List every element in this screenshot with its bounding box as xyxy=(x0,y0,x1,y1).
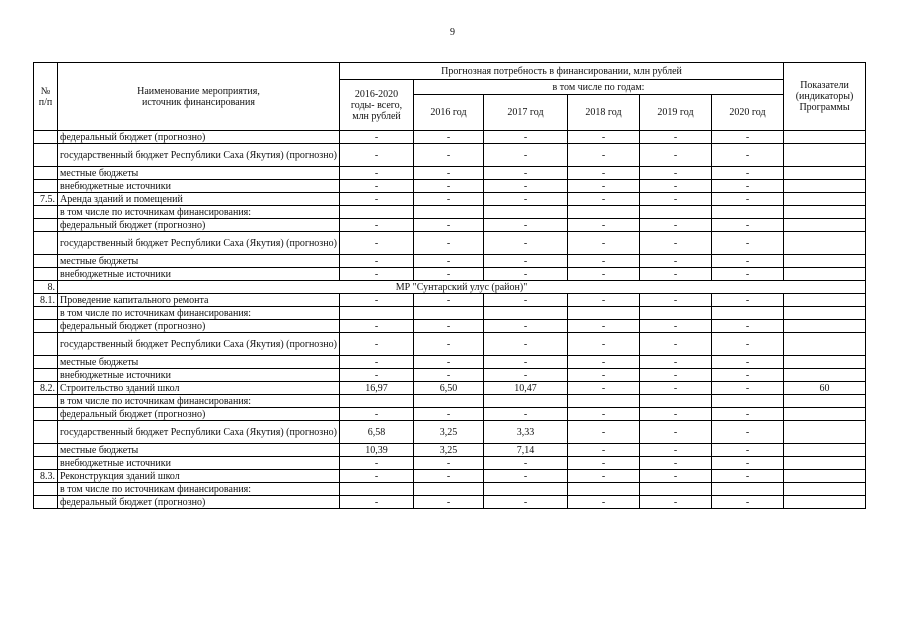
cell-2020: - xyxy=(712,167,784,180)
cell-2020: - xyxy=(712,470,784,483)
cell-indicator xyxy=(784,470,866,483)
cell-name: государственный бюджет Республики Саха (Якутия) (прогнозно) xyxy=(58,333,340,356)
cell-2020: - xyxy=(712,369,784,382)
cell-2017 xyxy=(484,307,568,320)
cell-total: - xyxy=(340,356,414,369)
header-subgroup: в том числе по годам: xyxy=(414,80,784,95)
cell-2019: - xyxy=(640,333,712,356)
cell-num xyxy=(34,444,58,457)
cell-2019: - xyxy=(640,421,712,444)
cell-2017: 3,33 xyxy=(484,421,568,444)
cell-2018: - xyxy=(568,408,640,421)
cell-2018: - xyxy=(568,167,640,180)
cell-indicator xyxy=(784,369,866,382)
cell-num xyxy=(34,180,58,193)
cell-total: 6,58 xyxy=(340,421,414,444)
table-row xyxy=(34,193,866,206)
cell-2019: - xyxy=(640,408,712,421)
table-row xyxy=(34,395,866,408)
cell-name: государственный бюджет Республики Саха (Якутия) (прогнозно) xyxy=(58,421,340,444)
cell-num xyxy=(34,421,58,444)
cell-indicator xyxy=(784,219,866,232)
cell-2018 xyxy=(568,483,640,496)
table-row xyxy=(34,206,866,219)
cell-total: - xyxy=(340,255,414,268)
cell-name: в том числе по источникам финансирования: xyxy=(58,206,340,219)
cell-num: 8.1. xyxy=(34,294,58,307)
cell-2018: - xyxy=(568,131,640,144)
cell-indicator xyxy=(784,268,866,281)
cell-2019: - xyxy=(640,457,712,470)
cell-2019 xyxy=(640,206,712,219)
cell-2016: - xyxy=(414,356,484,369)
cell-2020: - xyxy=(712,144,784,167)
cell-2016: - xyxy=(414,219,484,232)
header-year-2017: 2017 год xyxy=(484,95,568,131)
cell-2019: - xyxy=(640,167,712,180)
cell-indicator xyxy=(784,333,866,356)
table-body xyxy=(34,131,866,509)
table-row xyxy=(34,333,866,356)
cell-2020: - xyxy=(712,356,784,369)
cell-name: Проведение капитального ремонта xyxy=(58,294,340,307)
cell-2017 xyxy=(484,483,568,496)
cell-2016: - xyxy=(414,232,484,255)
header-name xyxy=(58,63,340,131)
cell-name: федеральный бюджет (прогнозно) xyxy=(58,496,340,509)
cell-total: - xyxy=(340,320,414,333)
cell-indicator xyxy=(784,131,866,144)
cell-2020: - xyxy=(712,408,784,421)
cell-name: внебюджетные источники xyxy=(58,457,340,470)
cell-2017: - xyxy=(484,232,568,255)
cell-2016: 3,25 xyxy=(414,421,484,444)
cell-name: местные бюджеты xyxy=(58,255,340,268)
cell-indicator xyxy=(784,356,866,369)
cell-total: - xyxy=(340,167,414,180)
cell-num: 8. xyxy=(34,281,58,294)
cell-indicator xyxy=(784,206,866,219)
cell-total: 10,39 xyxy=(340,444,414,457)
cell-2020: - xyxy=(712,496,784,509)
cell-2016 xyxy=(414,483,484,496)
cell-2019: - xyxy=(640,232,712,255)
cell-2018: - xyxy=(568,382,640,395)
cell-num: 8.3. xyxy=(34,470,58,483)
table-row xyxy=(34,483,866,496)
cell-indicator xyxy=(784,395,866,408)
cell-2018: - xyxy=(568,320,640,333)
cell-num xyxy=(34,320,58,333)
cell-name: внебюджетные источники xyxy=(58,268,340,281)
cell-2018 xyxy=(568,395,640,408)
header-num: № п/п xyxy=(34,63,58,131)
cell-2019: - xyxy=(640,144,712,167)
cell-name: местные бюджеты xyxy=(58,444,340,457)
cell-2018: - xyxy=(568,369,640,382)
cell-2020: - xyxy=(712,268,784,281)
cell-2019: - xyxy=(640,356,712,369)
cell-total: - xyxy=(340,144,414,167)
cell-total: - xyxy=(340,180,414,193)
cell-name: государственный бюджет Республики Саха (Якутия) (прогнозно) xyxy=(58,232,340,255)
cell-num xyxy=(34,268,58,281)
cell-total: - xyxy=(340,268,414,281)
cell-total xyxy=(340,483,414,496)
cell-num xyxy=(34,483,58,496)
section-row xyxy=(34,281,866,294)
financing-table xyxy=(33,62,866,509)
cell-num xyxy=(34,408,58,421)
cell-2017: - xyxy=(484,219,568,232)
table-row xyxy=(34,369,866,382)
cell-2018: - xyxy=(568,219,640,232)
cell-2017: - xyxy=(484,193,568,206)
cell-2016 xyxy=(414,307,484,320)
cell-num xyxy=(34,219,58,232)
cell-2019: - xyxy=(640,180,712,193)
cell-2016: - xyxy=(414,180,484,193)
cell-2019: - xyxy=(640,470,712,483)
cell-2019: - xyxy=(640,268,712,281)
cell-name: внебюджетные источники xyxy=(58,180,340,193)
table-row xyxy=(34,496,866,509)
cell-2017: - xyxy=(484,470,568,483)
table-header xyxy=(34,63,866,131)
cell-2018: - xyxy=(568,421,640,444)
cell-2016: - xyxy=(414,294,484,307)
cell-indicator xyxy=(784,307,866,320)
cell-2017: - xyxy=(484,496,568,509)
cell-2019: - xyxy=(640,496,712,509)
cell-name: в том числе по источникам финансирования: xyxy=(58,395,340,408)
cell-name: Реконструкция зданий школ xyxy=(58,470,340,483)
cell-2018: - xyxy=(568,356,640,369)
cell-2020: - xyxy=(712,255,784,268)
cell-2016: - xyxy=(414,369,484,382)
cell-2018: - xyxy=(568,470,640,483)
cell-2019: - xyxy=(640,444,712,457)
cell-2016: 3,25 xyxy=(414,444,484,457)
table-row xyxy=(34,219,866,232)
cell-indicator xyxy=(784,444,866,457)
cell-indicator xyxy=(784,167,866,180)
cell-2016: - xyxy=(414,131,484,144)
cell-name: государственный бюджет Республики Саха (Якутия) (прогнозно) xyxy=(58,144,340,167)
cell-2020: - xyxy=(712,193,784,206)
cell-num xyxy=(34,395,58,408)
table-row xyxy=(34,294,866,307)
cell-2016: - xyxy=(414,255,484,268)
cell-num: 7.5. xyxy=(34,193,58,206)
cell-2016 xyxy=(414,395,484,408)
table-row xyxy=(34,131,866,144)
table-row xyxy=(34,307,866,320)
cell-2020: - xyxy=(712,444,784,457)
cell-2018: - xyxy=(568,144,640,167)
cell-2016: - xyxy=(414,193,484,206)
cell-2017: - xyxy=(484,457,568,470)
table-row xyxy=(34,268,866,281)
cell-name: Строительство зданий школ xyxy=(58,382,340,395)
table-row xyxy=(34,232,866,255)
cell-2017: 10,47 xyxy=(484,382,568,395)
cell-2017: - xyxy=(484,255,568,268)
header-name-line-2: источник финансирования xyxy=(142,96,255,108)
cell-name: в том числе по источникам финансирования: xyxy=(58,307,340,320)
cell-2017 xyxy=(484,206,568,219)
cell-num xyxy=(34,131,58,144)
cell-2016: - xyxy=(414,408,484,421)
cell-indicator: 60 xyxy=(784,382,866,395)
cell-total: - xyxy=(340,457,414,470)
section-title: МР "Сунтарский улус (район)" xyxy=(58,281,866,294)
cell-indicator xyxy=(784,180,866,193)
cell-indicator xyxy=(784,232,866,255)
cell-num xyxy=(34,232,58,255)
cell-2016: 6,50 xyxy=(414,382,484,395)
cell-2019: - xyxy=(640,294,712,307)
cell-2020: - xyxy=(712,382,784,395)
cell-2017: - xyxy=(484,144,568,167)
cell-2020: - xyxy=(712,219,784,232)
table-row xyxy=(34,444,866,457)
table-row xyxy=(34,408,866,421)
table-row xyxy=(34,421,866,444)
cell-name: Аренда зданий и помещений xyxy=(58,193,340,206)
cell-total: - xyxy=(340,369,414,382)
table-row xyxy=(34,382,866,395)
cell-2020: - xyxy=(712,421,784,444)
cell-2020: - xyxy=(712,180,784,193)
cell-2020: - xyxy=(712,232,784,255)
cell-num xyxy=(34,496,58,509)
cell-2017: 7,14 xyxy=(484,444,568,457)
cell-2016: - xyxy=(414,470,484,483)
cell-2019: - xyxy=(640,369,712,382)
cell-2018: - xyxy=(568,333,640,356)
header-indicators: Показатели (индикаторы) Программы xyxy=(784,63,866,131)
cell-name: федеральный бюджет (прогнозно) xyxy=(58,320,340,333)
cell-2019 xyxy=(640,307,712,320)
cell-indicator xyxy=(784,457,866,470)
cell-name: федеральный бюджет (прогнозно) xyxy=(58,219,340,232)
cell-total: - xyxy=(340,193,414,206)
cell-num xyxy=(34,333,58,356)
cell-2018: - xyxy=(568,180,640,193)
cell-2020 xyxy=(712,483,784,496)
cell-2017: - xyxy=(484,320,568,333)
cell-num xyxy=(34,144,58,167)
cell-2017: - xyxy=(484,131,568,144)
cell-indicator xyxy=(784,496,866,509)
table-row xyxy=(34,320,866,333)
cell-name: федеральный бюджет (прогнозно) xyxy=(58,131,340,144)
header-year-2019: 2019 год xyxy=(640,95,712,131)
cell-num xyxy=(34,369,58,382)
cell-2020: - xyxy=(712,294,784,307)
cell-2018: - xyxy=(568,444,640,457)
cell-2016: - xyxy=(414,167,484,180)
cell-2017 xyxy=(484,395,568,408)
cell-2018: - xyxy=(568,193,640,206)
cell-2020 xyxy=(712,206,784,219)
header-group: Прогнозная потребность в финансировании, млн рублей xyxy=(340,63,784,80)
cell-2018: - xyxy=(568,268,640,281)
cell-2020: - xyxy=(712,320,784,333)
cell-total xyxy=(340,307,414,320)
cell-2019: - xyxy=(640,131,712,144)
cell-total: - xyxy=(340,131,414,144)
cell-2016: - xyxy=(414,457,484,470)
header-year-2020: 2020 год xyxy=(712,95,784,131)
cell-indicator xyxy=(784,320,866,333)
cell-2020 xyxy=(712,307,784,320)
cell-indicator xyxy=(784,408,866,421)
cell-indicator xyxy=(784,144,866,167)
cell-2019: - xyxy=(640,255,712,268)
cell-total xyxy=(340,395,414,408)
cell-name: внебюджетные источники xyxy=(58,369,340,382)
cell-2019: - xyxy=(640,219,712,232)
cell-total: - xyxy=(340,408,414,421)
cell-total: - xyxy=(340,294,414,307)
cell-total: - xyxy=(340,470,414,483)
cell-num xyxy=(34,307,58,320)
header-year-2016: 2016 год xyxy=(414,95,484,131)
cell-2019 xyxy=(640,395,712,408)
cell-2017: - xyxy=(484,369,568,382)
cell-num: 8.2. xyxy=(34,382,58,395)
cell-2017: - xyxy=(484,408,568,421)
cell-2016: - xyxy=(414,320,484,333)
cell-num xyxy=(34,255,58,268)
table-row xyxy=(34,167,866,180)
cell-2017: - xyxy=(484,180,568,193)
cell-name: местные бюджеты xyxy=(58,356,340,369)
cell-2018 xyxy=(568,206,640,219)
cell-2018 xyxy=(568,307,640,320)
cell-2017: - xyxy=(484,356,568,369)
cell-2018: - xyxy=(568,457,640,470)
cell-2018: - xyxy=(568,294,640,307)
cell-2016: - xyxy=(414,268,484,281)
cell-total: 16,97 xyxy=(340,382,414,395)
cell-2020: - xyxy=(712,131,784,144)
cell-2018: - xyxy=(568,496,640,509)
table-row xyxy=(34,255,866,268)
cell-indicator xyxy=(784,193,866,206)
table-row xyxy=(34,180,866,193)
table-row xyxy=(34,144,866,167)
cell-2018: - xyxy=(568,232,640,255)
cell-2019 xyxy=(640,483,712,496)
cell-indicator xyxy=(784,294,866,307)
cell-2017: - xyxy=(484,167,568,180)
cell-2016 xyxy=(414,206,484,219)
cell-name: в том числе по источникам финансирования: xyxy=(58,483,340,496)
cell-num xyxy=(34,457,58,470)
cell-num xyxy=(34,356,58,369)
cell-2016: - xyxy=(414,496,484,509)
header-year-2018: 2018 год xyxy=(568,95,640,131)
cell-2019: - xyxy=(640,320,712,333)
cell-total: - xyxy=(340,232,414,255)
cell-2019: - xyxy=(640,193,712,206)
header-total: 2016-2020 годы- всего, млн рублей xyxy=(340,80,414,131)
header-name-line-1: Наименование мероприятия, xyxy=(137,85,260,97)
cell-2017: - xyxy=(484,268,568,281)
cell-total: - xyxy=(340,496,414,509)
cell-num xyxy=(34,206,58,219)
cell-total: - xyxy=(340,333,414,356)
cell-2016: - xyxy=(414,144,484,167)
cell-2016: - xyxy=(414,333,484,356)
cell-2017: - xyxy=(484,294,568,307)
page-number: 9 xyxy=(450,27,455,38)
cell-indicator xyxy=(784,483,866,496)
cell-num xyxy=(34,167,58,180)
table-row xyxy=(34,457,866,470)
cell-name: местные бюджеты xyxy=(58,167,340,180)
cell-2020 xyxy=(712,395,784,408)
cell-name: федеральный бюджет (прогнозно) xyxy=(58,408,340,421)
cell-2020: - xyxy=(712,333,784,356)
table-row xyxy=(34,356,866,369)
cell-total xyxy=(340,206,414,219)
cell-indicator xyxy=(784,421,866,444)
table-row xyxy=(34,470,866,483)
cell-2017: - xyxy=(484,333,568,356)
cell-indicator xyxy=(784,255,866,268)
cell-2020: - xyxy=(712,457,784,470)
cell-2019: - xyxy=(640,382,712,395)
cell-total: - xyxy=(340,219,414,232)
cell-2018: - xyxy=(568,255,640,268)
